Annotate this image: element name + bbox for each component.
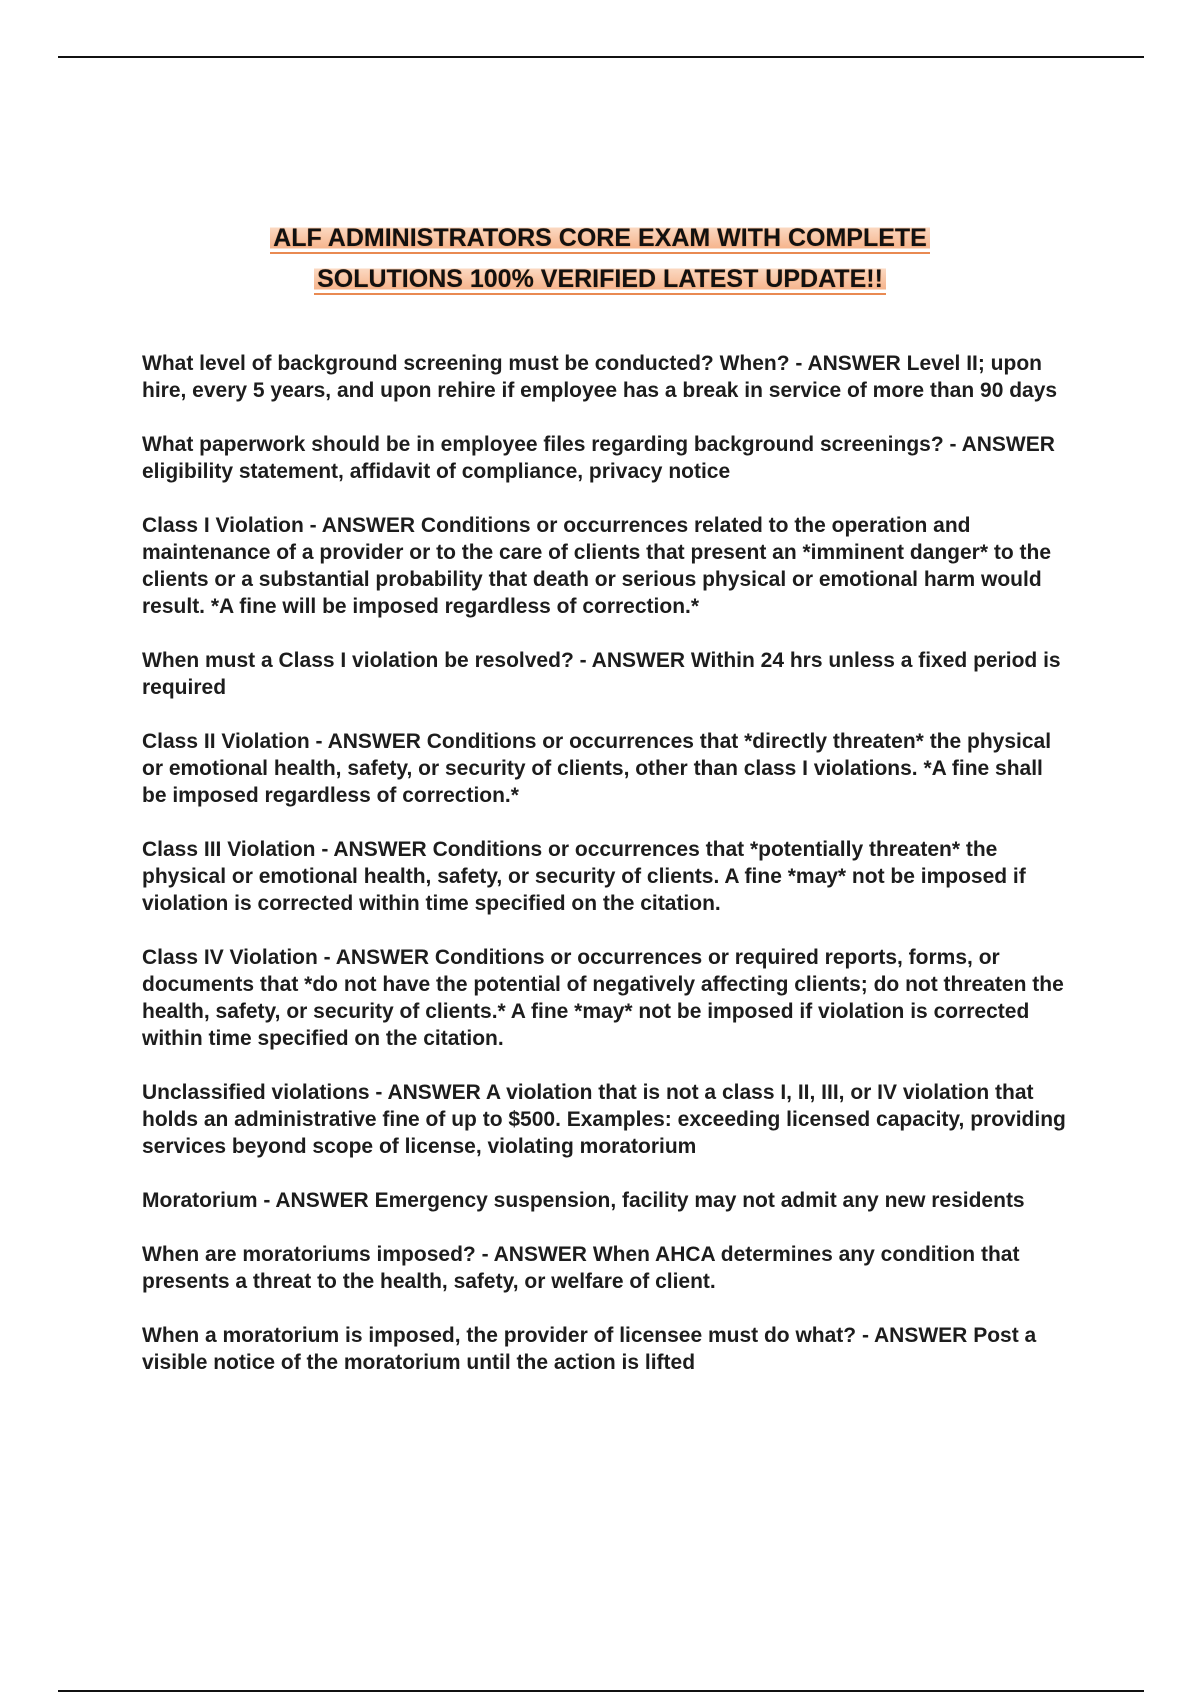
answer-label: ANSWER: [387, 1081, 481, 1104]
answer-label: ANSWER: [335, 946, 430, 969]
question-text: Moratorium: [142, 1189, 258, 1212]
question-text: When are moratoriums imposed?: [142, 1243, 476, 1266]
answer-label: ANSWER: [327, 730, 421, 753]
answer-text: Level II; upon hire, every 5 years, and upon rehire if employee has a break in service of more than 90 days: [142, 352, 1058, 402]
answer-text: Conditions or occurrences or required reports, forms, or documents that *do not have the potential of negatively affecting clients; do not threaten the health, safety, or security of clients.* A fine *may* not be imposed if violation is corrected within time specified on the citation.: [142, 946, 1064, 1050]
question-text: Class I Violation: [142, 514, 304, 537]
qa-item: When are moratoriums imposed? - ANSWER When AHCA determines any condition that presents a threat to the health, safety, or welfare of client.: [142, 1243, 1020, 1293]
question-text: Class II Violation: [142, 730, 310, 753]
answer-text: When AHCA determines any condition that presents a threat to the health, safety, or welfare of client.: [142, 1243, 1020, 1293]
question-text: What paperwork should be in employee files regarding background screenings?: [142, 433, 944, 456]
qa-item: Class IV Violation - ANSWER Conditions or occurrences or required reports, forms, or documents that *do not have the potential of negatively affecting clients; do not threaten the health, safety, or security of clients.* A fine *may* not be imposed if violation is corrected within time specified on the citation.: [142, 946, 1064, 1050]
qa-item: Unclassified violations - ANSWER A violation that is not a class I, II, III, or IV violation that holds an administrative fine of up to $500. Examples: exceeding licensed capacity, providing services beyond scope of license, violating moratorium: [142, 1081, 1066, 1158]
title-line-2: SOLUTIONS 100% VERIFIED LATEST UPDATE!!: [314, 265, 886, 293]
question-text: When must a Class I violation be resolved?: [142, 649, 574, 672]
question-text: When a moratorium is imposed, the provider of licensee must do what?: [142, 1324, 857, 1347]
answer-label: ANSWER: [874, 1324, 968, 1347]
question-text: Class IV Violation: [142, 946, 318, 969]
answer-text: Emergency suspension, facility may not admit any new residents: [374, 1189, 1025, 1212]
question-text: Class III Violation: [142, 838, 316, 861]
question-text: What level of background screening must be conducted? When?: [142, 352, 790, 375]
qa-item: When a moratorium is imposed, the provider of licensee must do what? - ANSWER Post a visible notice of the moratorium until the action is lifted: [142, 1324, 1037, 1374]
answer-label: ANSWER: [961, 433, 1055, 456]
qa-list: [142, 350, 1072, 1403]
qa-item: What paperwork should be in employee files regarding background screenings? - ANSWER eligibility statement, affidavit of compliance, privacy notice: [142, 433, 1055, 483]
qa-item: Class I Violation - ANSWER Conditions or occurrences related to the operation and maintenance of a provider or to the care of clients that present an *imminent danger* to the clients or a substantial probability that death or serious physical or emotional harm would result. *A fine will be imposed regardless of correction.*: [142, 514, 1052, 618]
page-title: [120, 218, 1080, 300]
answer-text: A violation that is not a class I, II, III, or IV violation that holds an administrative fine of up to $500. Examples: exceeding licensed capacity, providing services beyond scope of license, violating moratorium: [142, 1081, 1066, 1158]
answer-label: ANSWER: [493, 1243, 587, 1266]
qa-item: When must a Class I violation be resolved? - ANSWER Within 24 hrs unless a fixed period is required: [142, 649, 1061, 699]
qa-item: Class III Violation - ANSWER Conditions or occurrences that *potentially threaten* the physical or emotional health, safety, or security of clients. A fine *may* not be imposed if violation is corrected within time specified on the citation.: [142, 838, 1026, 915]
qa-item: Moratorium - ANSWER Emergency suspension, facility may not admit any new residents: [142, 1189, 1025, 1212]
answer-text: eligibility statement, affidavit of compliance, privacy notice: [142, 460, 731, 483]
answer-label: ANSWER: [591, 649, 686, 672]
answer-text: Conditions or occurrences that *potentially threaten* the physical or emotional health, safety, or security of clients. A fine *may* not be imposed if violation is corrected within time specified on the citation.: [142, 838, 1026, 915]
question-text: Unclassified violations: [142, 1081, 370, 1104]
answer-text: Conditions or occurrences related to the operation and maintenance of a provider or to the care of clients that present an *imminent danger* to the clients or a substantial probability that death or serious physical or emotional harm would result. *A fine will be imposed regardless of correction.*: [142, 514, 1052, 618]
answer-text: Within 24 hrs unless a fixed period is required: [142, 649, 1061, 699]
answer-text: Post a visible notice of the moratorium until the action is lifted: [142, 1324, 1037, 1374]
qa-item: What level of background screening must be conducted? When? - ANSWER Level II; upon hire, every 5 years, and upon rehire if employee has a break in service of more than 90 days: [142, 352, 1058, 402]
qa-item: Class II Violation - ANSWER Conditions or occurrences that *directly threaten* the physical or emotional health, safety, or security of clients, other than class I violations. *A fine shall be imposed regardless of correction.*: [142, 730, 1052, 807]
answer-label: ANSWER: [275, 1189, 369, 1212]
bottom-divider: [58, 1690, 1144, 1692]
answer-label: ANSWER: [333, 838, 427, 861]
answer-label: ANSWER: [321, 514, 416, 537]
answer-text: Conditions or occurrences that *directly threaten* the physical or emotional health, safety, or security of clients, other than class I violations. *A fine shall be imposed regardless of correction.*: [142, 730, 1052, 807]
top-divider: [58, 56, 1144, 58]
title-line-1: ALF ADMINISTRATORS CORE EXAM WITH COMPLETE: [270, 224, 930, 252]
answer-label: ANSWER: [807, 352, 901, 375]
